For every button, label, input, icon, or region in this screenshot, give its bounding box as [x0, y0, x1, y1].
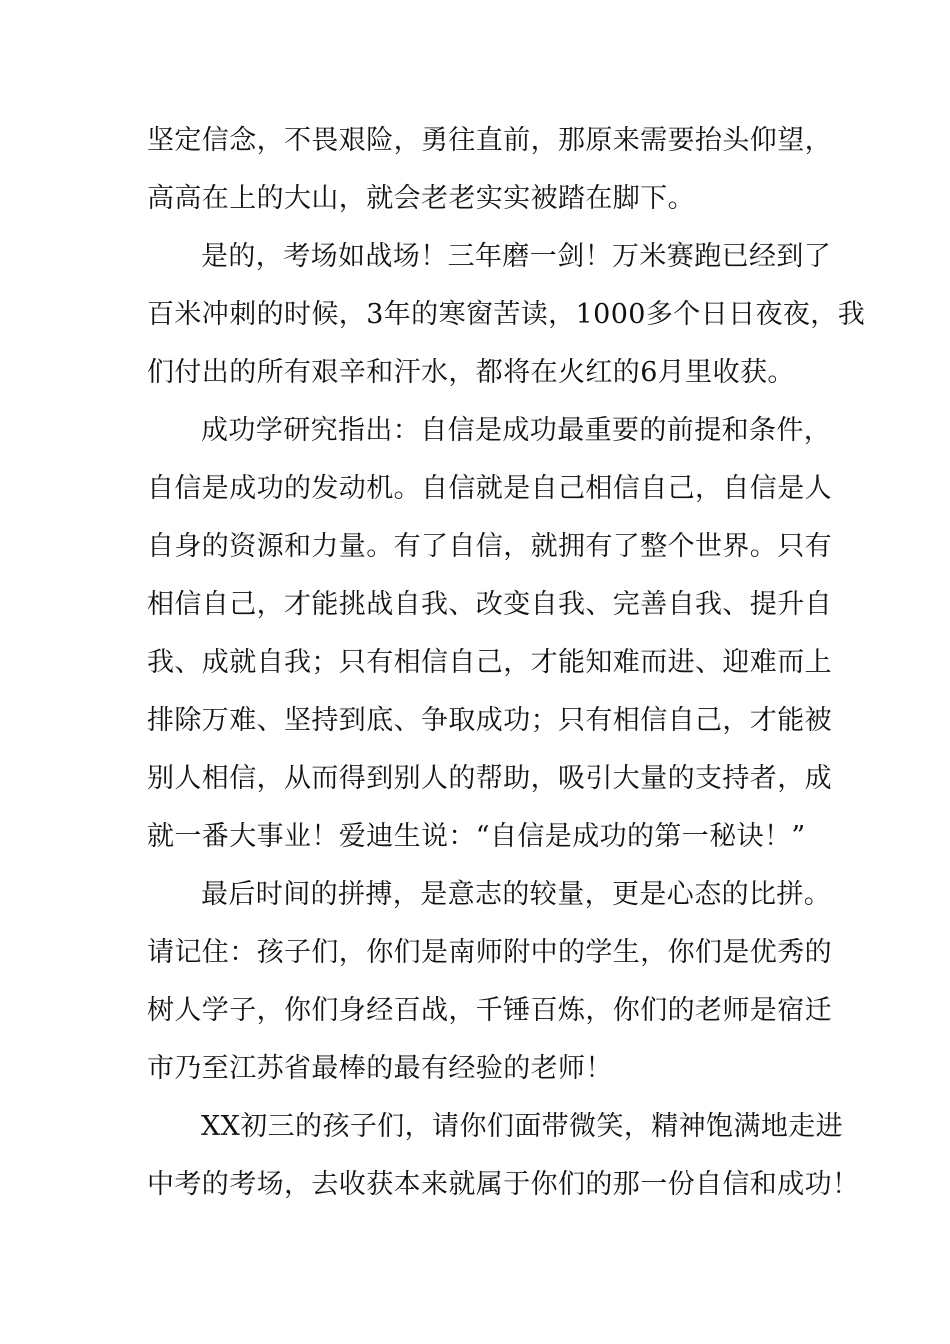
paragraph-2 [147, 228, 866, 402]
paragraph-line: 成功学研究指出：自信是成功最重要的前提和条件， [201, 415, 832, 446]
paragraph-line: 排除万难、坚持到底、争取成功；只有相信自己，才能被 [147, 705, 832, 736]
paragraph-line: 相信自己，才能挑战自我、改变自我、完善自我、提升自 [147, 589, 832, 620]
paragraph-line: 们付出的所有艰辛和汗水，都将在火红的6月里收获。 [147, 357, 795, 388]
paragraph-line: 自信是成功的发动机。自信就是自己相信自己，自信是人 [147, 473, 832, 504]
paragraph-4 [147, 866, 832, 1098]
paragraph-line: 我、成就自我；只有相信自己，才能知难而进、迎难而上 [147, 647, 832, 678]
paragraph-line: 中考的考场，去收获本来就属于你们的那一份自信和成功！ [147, 1169, 860, 1200]
paragraph-line: 就一番大事业！爱迪生说：“自信是成功的第一秘诀！” [147, 821, 806, 852]
paragraph-line: 最后时间的拼搏，是意志的较量，更是心态的比拼。 [201, 879, 832, 910]
paragraph-line: 高高在上的大山，就会老老实实被踏在脚下。 [147, 183, 695, 214]
document-body [147, 112, 866, 1214]
paragraph-line: XX初三的孩子们，请你们面带微笑，精神饱满地走进 [201, 1111, 844, 1142]
paragraph-3 [147, 402, 832, 866]
paragraph-1 [147, 112, 832, 228]
paragraph-line: 百米冲刺的时候，3年的寒窗苦读，1000多个日日夜夜，我 [147, 299, 866, 330]
paragraph-line: 市乃至江苏省最棒的最有经验的老师！ [147, 1053, 613, 1084]
paragraph-line: 自身的资源和力量。有了自信，就拥有了整个世界。只有 [147, 531, 832, 562]
paragraph-line: 请记住：孩子们，你们是南师附中的学生，你们是优秀的 [147, 937, 832, 968]
paragraph-line: 坚定信念，不畏艰险，勇往直前，那原来需要抬头仰望， [147, 125, 832, 156]
paragraph-line: 树人学子，你们身经百战，千锤百炼，你们的老师是宿迁 [147, 995, 832, 1026]
paragraph-line: 别人相信，从而得到别人的帮助，吸引大量的支持者，成 [147, 763, 832, 794]
paragraph-5 [147, 1098, 860, 1214]
paragraph-line: 是的，考场如战场！三年磨一剑！万米赛跑已经到了 [201, 241, 832, 272]
